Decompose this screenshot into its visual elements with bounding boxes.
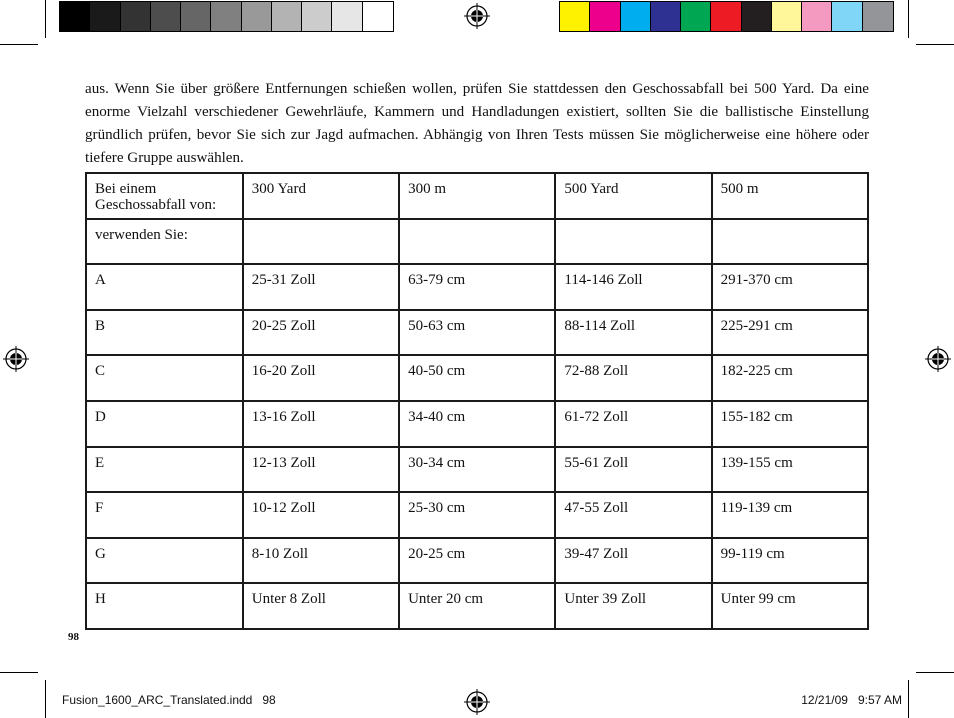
color-swatch (90, 2, 120, 31)
table-cell: verwenden Sie: (86, 219, 243, 265)
table-cell: 63-79 cm (399, 264, 555, 310)
table-cell: 500 m (712, 173, 868, 219)
table-cell: C (86, 355, 243, 401)
grouping-table (85, 172, 869, 630)
table-cell: Bei einem Geschossabfall von: (86, 173, 243, 219)
table-cell: 139-155 cm (712, 447, 868, 493)
table-cell: G (86, 538, 243, 584)
table-subheader-row (86, 219, 868, 265)
color-swatch (211, 2, 241, 31)
table-cell: 300 Yard (243, 173, 399, 219)
crop-mark (45, 0, 46, 38)
table-row (86, 492, 868, 538)
table-row (86, 401, 868, 447)
table-cell: 55-61 Zoll (555, 447, 711, 493)
table-cell: 40-50 cm (399, 355, 555, 401)
table-cell: 50-63 cm (399, 310, 555, 356)
color-swatch (181, 2, 211, 31)
table-cell: 72-88 Zoll (555, 355, 711, 401)
table-cell: 25-31 Zoll (243, 264, 399, 310)
table-cell: 500 Yard (555, 173, 711, 219)
table-cell: 119-139 cm (712, 492, 868, 538)
table-cell: 30-34 cm (399, 447, 555, 493)
table-cell (555, 219, 711, 265)
crop-mark (908, 0, 909, 38)
process-color-bar (559, 1, 894, 32)
table-cell: 225-291 cm (712, 310, 868, 356)
table-cell: 8-10 Zoll (243, 538, 399, 584)
table-cell: 99-119 cm (712, 538, 868, 584)
color-swatch (151, 2, 181, 31)
table-cell: 61-72 Zoll (555, 401, 711, 447)
table-cell (712, 219, 868, 265)
table-row (86, 355, 868, 401)
body-paragraph: aus. Wenn Sie über größere Entfernungen schießen wollen, prüfen Sie stattdessen den Geschossabfall bei 500 Yard. Da eine enorme Vielzahl verschiedener Gewehrläufe, Kammern und Handladungen existiert, sollten Sie die ballistische Einstellung gründlich prüfen, bevor Sie sich zur Jagd aufmachen. Abhängig von Ihren Tests müssen Sie möglicherweise eine höhere oder tiefere Gruppe auswählen. (85, 81, 869, 166)
table-cell: Unter 99 cm (712, 583, 868, 629)
color-swatch (681, 2, 711, 31)
page-number: 98 (68, 631, 79, 643)
table-cell: 25-30 cm (399, 492, 555, 538)
slug-timestamp: 12/21/09 9:57 AM (801, 693, 902, 707)
table-row (86, 538, 868, 584)
table-cell: 88-114 Zoll (555, 310, 711, 356)
color-swatch (772, 2, 802, 31)
crop-mark (0, 44, 38, 45)
color-swatch (742, 2, 772, 31)
registration-mark-icon (925, 346, 951, 372)
table-cell (399, 219, 555, 265)
grayscale-color-bar (59, 1, 394, 32)
table-cell: 291-370 cm (712, 264, 868, 310)
table-cell (243, 219, 399, 265)
table-cell: 300 m (399, 173, 555, 219)
table-cell: H (86, 583, 243, 629)
color-swatch (802, 2, 832, 31)
color-swatch (711, 2, 741, 31)
table-cell: Unter 20 cm (399, 583, 555, 629)
table-row (86, 447, 868, 493)
table-cell: 155-182 cm (712, 401, 868, 447)
registration-mark-icon (464, 3, 490, 29)
crop-mark (0, 672, 38, 673)
table-row (86, 583, 868, 629)
color-swatch (121, 2, 151, 31)
table-cell: 182-225 cm (712, 355, 868, 401)
slug-file-name: Fusion_1600_ARC_Translated.indd 98 (62, 693, 276, 707)
table-cell: 39-47 Zoll (555, 538, 711, 584)
table-cell: 16-20 Zoll (243, 355, 399, 401)
color-swatch (363, 2, 393, 31)
crop-mark (45, 680, 46, 718)
color-swatch (621, 2, 651, 31)
table-cell: A (86, 264, 243, 310)
table-cell: 13-16 Zoll (243, 401, 399, 447)
color-swatch (832, 2, 862, 31)
table-row (86, 310, 868, 356)
color-swatch (302, 2, 332, 31)
color-swatch (272, 2, 302, 31)
color-swatch (560, 2, 590, 31)
table-cell: Unter 39 Zoll (555, 583, 711, 629)
crop-mark (916, 44, 954, 45)
table-cell: 34-40 cm (399, 401, 555, 447)
table-cell: E (86, 447, 243, 493)
color-swatch (60, 2, 90, 31)
table-cell: 47-55 Zoll (555, 492, 711, 538)
color-swatch (242, 2, 272, 31)
table-header-row (86, 173, 868, 219)
table-cell: 20-25 Zoll (243, 310, 399, 356)
color-swatch (590, 2, 620, 31)
registration-mark-icon (464, 689, 490, 715)
table-cell: 20-25 cm (399, 538, 555, 584)
color-swatch (332, 2, 362, 31)
table-cell: 12-13 Zoll (243, 447, 399, 493)
table-cell: Unter 8 Zoll (243, 583, 399, 629)
table-cell: 114-146 Zoll (555, 264, 711, 310)
table-cell: 10-12 Zoll (243, 492, 399, 538)
color-swatch (863, 2, 893, 31)
color-swatch (651, 2, 681, 31)
table-row (86, 264, 868, 310)
registration-mark-icon (3, 346, 29, 372)
crop-mark (908, 680, 909, 718)
crop-mark (916, 672, 954, 673)
table-cell: B (86, 310, 243, 356)
table-cell: F (86, 492, 243, 538)
table-cell: D (86, 401, 243, 447)
